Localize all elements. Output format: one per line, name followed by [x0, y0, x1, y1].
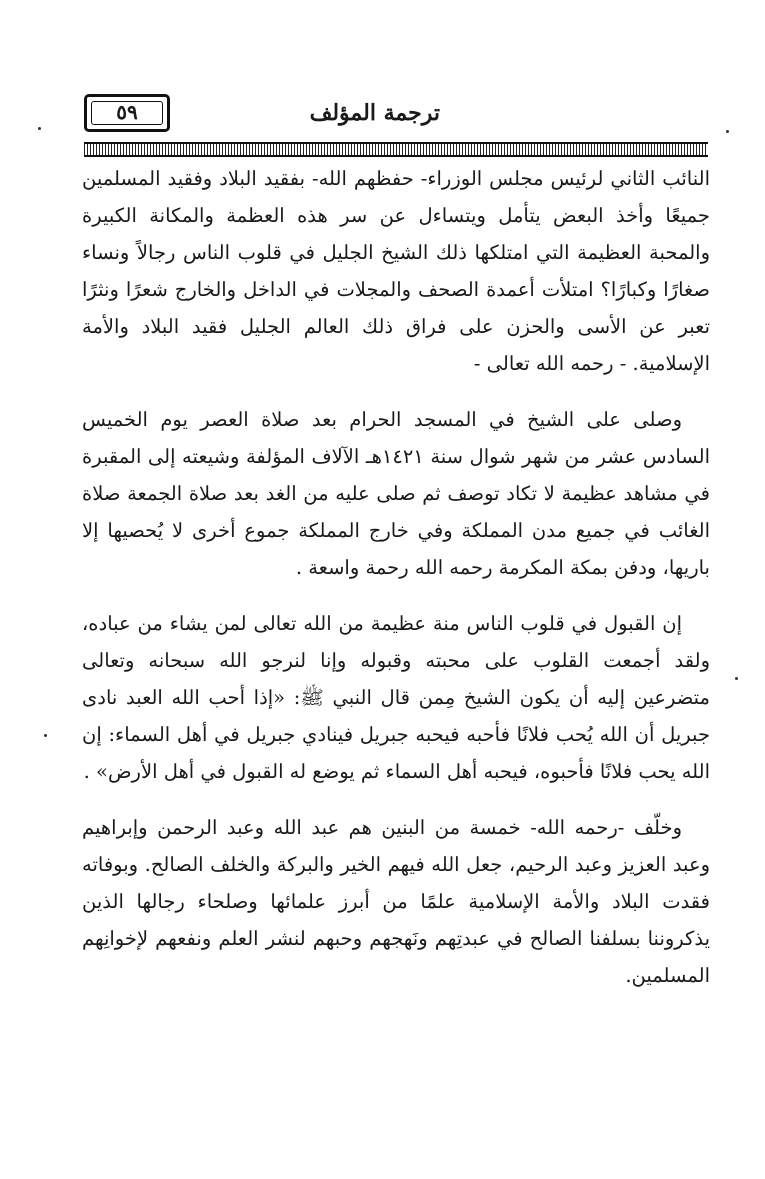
body-text	[82, 160, 710, 1013]
paragraph: وصلى على الشيخ في المسجد الحرام بعد صلاة العصر يوم الخميس السادس عشر من شهر شوال سنة ١٤٢١هـ الآلاف المؤلفة وشيعته إلى المقبرة في مشاهد عظيمة لا تكاد توصف ثم صلى عليه من الغد بعد صلاة الجمعة صلاة الغائب في جميع مدن المملكة وفي خارج المملكة جموع أخرى لا يُحصيها إلا باريها، ودفن بمكة المكرمة رحمه الله رحمة واسعة .	[82, 408, 711, 579]
page-number-frame	[84, 94, 170, 132]
page-number: ٥٩	[116, 100, 138, 124]
margin-dot	[735, 677, 738, 680]
margin-dot	[44, 734, 47, 737]
page-header	[84, 92, 708, 138]
paragraph: وخلّف -رحمه الله- خمسة من البنين هم عبد الله وعبد الرحمن وإبراهيم وعبد العزيز وعبد الرحيم، جعل الله فيهم الخير والبركة والخلف الصالح. وبوفاته فقدت البلاد والأمة الإسلامية علمًا من أبرز علمائها وصلحاء رجالها الذين يذكروننا بسلفنا الصالح في عبدتِهم ونَهجهم وحبهم لنشر العلم ونفعهم لإخوانِهم المسلمين.	[82, 816, 710, 987]
running-head: ترجمة المؤلف	[309, 100, 440, 126]
margin-dot	[38, 127, 41, 130]
paragraph: إن القبول في قلوب الناس منة عظيمة من الله تعالى لمن يشاء من عباده، ولقد أجمعت القلوب على محبته وقبوله وإنا لنرجو الله سبحانه وتعالى متضرعين إليه أن يكون الشيخ مِمن قال النبي ﷺ: «إذا أحب الله العبد نادى جبريل أن الله يُحب فلانًا فأحبه فيحبه جبريل فينادي جبريل في أهل السماء: إن الله يحب فلانًا فأحبوه، فيحبه أهل السماء ثم يوضع له القبول في أهل الأرض» .	[82, 612, 710, 783]
margin-dot	[726, 130, 729, 133]
paragraph: النائب الثاني لرئيس مجلس الوزراء- حفظهم الله- بفقيد البلاد وفقيد المسلمين جميعًا وأخذ البعض يتأمل ويتساءل عن سر هذه العظمة والمكانة الكبيرة والمحبة العظيمة التي امتلكها ذلك الشيخ الجليل في قلوب الناس رجالاً ونساء صغارًا وكبارًا؟ امتلأت أعمدة الصحف والمجلات في الداخل والخارج شعرًا ونثرًا تعبر عن الأسى والحزن على فراق ذلك العالم الجليل فقيد البلاد والأمة الإسلامية. - رحمه الله تعالى -	[82, 167, 710, 375]
header-rule	[84, 142, 708, 157]
